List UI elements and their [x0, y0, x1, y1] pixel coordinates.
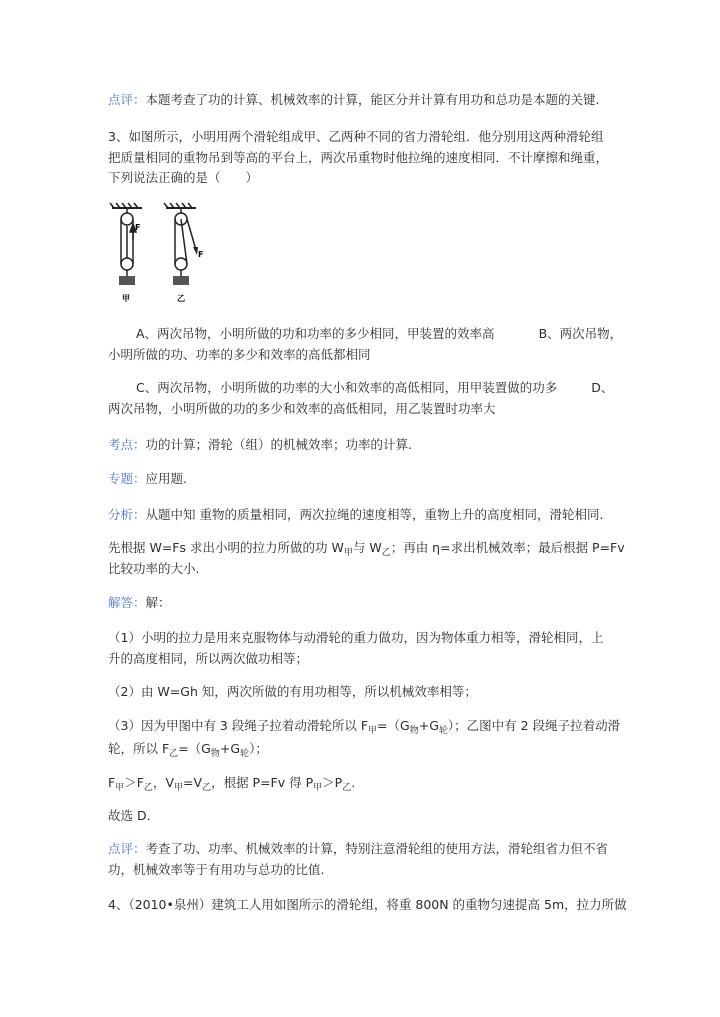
pulley-system-jia [110, 203, 142, 276]
comment-paragraph-1 [108, 92, 600, 108]
fenxi-text-2c: ；再由 η=求出机械效率；最后根据 P=Fv [390, 540, 625, 555]
s3-l2b: =（G [178, 741, 211, 756]
option-line-2: 小明所做的功、功率的多少和效率的高低都相同 [108, 347, 371, 362]
s3-b: =（G [377, 718, 410, 733]
option-line-3 [136, 380, 613, 396]
s4-eq: =V [183, 775, 203, 790]
s3-l2c: +G [219, 741, 241, 756]
option-c: C、两次吊物，小明所做的功率的大小和效率的高低相同，用甲装置做的功多 [136, 380, 558, 395]
solution-4-line [108, 775, 355, 796]
s4-sub-yi: 乙 [143, 783, 153, 793]
fenxi-line-3: 比较功率的大小. [108, 561, 200, 576]
s4-sub-yi-3: 乙 [342, 783, 352, 793]
label-yi: 乙 [177, 294, 185, 303]
question-3-line-1: 3、如图所示，小明用两个滑轮组成甲、乙两种不同的省力滑轮组．他分别用这两种滑轮组 [108, 129, 604, 144]
s3-sub-wu: 物 [409, 726, 419, 736]
s3-sub-wu-2: 物 [210, 749, 220, 759]
guxuan-line: 故选 D. [108, 808, 151, 823]
kaodian-line [108, 437, 412, 453]
jieda-label: 解答： [108, 595, 146, 610]
fenxi-line-1 [108, 507, 612, 523]
s3-sub-jia: 甲 [368, 726, 378, 736]
comment-paragraph-2 [108, 841, 608, 857]
question-3-line-3: 下列说法正确的是（ ） [108, 170, 259, 185]
zhuanti-line [108, 471, 187, 487]
question-4-line-1: 4、（2010•泉州）建筑工人用如图所示的滑轮组，将重 800N 的重物匀速提高 5m，拉力所做 [108, 897, 627, 912]
comment-text: 本题考查了功的计算、机械效率的计算，能区分并计算有用功和总功是本题的关键. [145, 92, 600, 107]
option-line-1 [136, 326, 622, 342]
fenxi-text-2a: 先根据 W=Fs 求出小明的拉力所做的功 W [108, 540, 344, 555]
s3-c: +G [418, 718, 439, 733]
option-a: A、两次吊物，小明所做的功和功率的多少相同，甲装置的效率高 [136, 326, 495, 341]
s4-end: . [351, 775, 356, 790]
s4-sub-yi-2: 乙 [202, 783, 212, 793]
s3-l2d: ）； [249, 741, 268, 756]
comment-2-label: 点评： [108, 841, 146, 856]
force-label-yi: F [198, 250, 204, 259]
fenxi-text-2b: 与 W [352, 540, 382, 555]
s3-sub-yi: 乙 [169, 749, 179, 759]
s4-gt: ＞F [124, 775, 144, 790]
s4-sub-jia-3: 甲 [313, 783, 323, 793]
weight-yi [173, 276, 189, 285]
sub-yi: 乙 [381, 548, 391, 558]
label-jia: 甲 [122, 294, 130, 303]
zhuanti-label: 专题： [108, 471, 146, 486]
jieda-line [108, 595, 171, 611]
solution-3-line-1 [108, 718, 620, 739]
pulley-diagram [108, 200, 208, 310]
pulley-system-yi [164, 203, 196, 276]
fenxi-text-1: 从题中知 重物的质量相同，两次拉绳的速度相等，重物上升的高度相同，滑轮相同． [145, 507, 612, 522]
option-d-start: D、 [591, 380, 614, 395]
solution-1-line-1: （1）小明的拉力是用来克服物体与动滑轮的重力做功，因为物体重力相等，滑轮相同，上 [108, 630, 604, 645]
s4-sub-jia: 甲 [115, 783, 125, 793]
s4-c1: ，V [152, 775, 174, 790]
s4-f: F [108, 775, 116, 790]
solution-2-line-1: （2）由 W=Gh 知，两次所做的有用功相等，所以机械效率相等； [108, 684, 477, 699]
kaodian-label: 考点： [108, 437, 146, 452]
comment-label: 点评： [108, 92, 146, 107]
solution-3-line-2 [108, 741, 268, 762]
s3-d: ）；乙图中有 2 段绳子拉着动滑 [447, 718, 621, 733]
s3-sub-lun-2: 轮 [240, 749, 250, 759]
zhuanti-text: 应用题. [145, 471, 187, 486]
weight-jia [119, 276, 135, 285]
s3-l2a: 轮，所以 F [108, 741, 170, 756]
fenxi-line-2 [108, 540, 625, 561]
option-b-start: B、两次吊物， [538, 326, 623, 341]
fenxi-label: 分析： [108, 507, 146, 522]
jieda-text: 解： [145, 595, 171, 610]
s3-sub-lun: 轮 [438, 726, 448, 736]
question-3-line-2: 把质量相同的重物吊到等高的平台上，两次吊重物时他拉绳的速度相同．不计摩擦和绳重， [108, 150, 609, 165]
comment-2-line-2: 功，机械效率等于有用功与总功的比值. [108, 862, 325, 877]
force-label-jia: F [135, 223, 141, 232]
solution-1-line-2: 升的高度相同，所以两次做功相等； [108, 651, 309, 666]
comment-2-text: 考查了功、功率、机械效率的计算，特别注意滑轮组的使用方法，滑轮组省力但不省 [145, 841, 609, 856]
kaodian-text: 功的计算；滑轮（组）的机械效率；功率的计算. [145, 437, 412, 452]
sub-jia: 甲 [343, 548, 353, 558]
s3-a: （3）因为甲图中有 3 段绳子拉着动滑轮所以 F [108, 718, 369, 733]
option-line-4: 两次吊物，小明所做的功的多少和效率的高低相同，用乙装置时功率大 [108, 401, 496, 416]
pulley-figure [108, 200, 208, 310]
s4-sub-jia-2: 甲 [174, 783, 184, 793]
s4-gt2: ＞P [322, 775, 343, 790]
s4-c2: ，根据 P=Fv 得 P [211, 775, 314, 790]
